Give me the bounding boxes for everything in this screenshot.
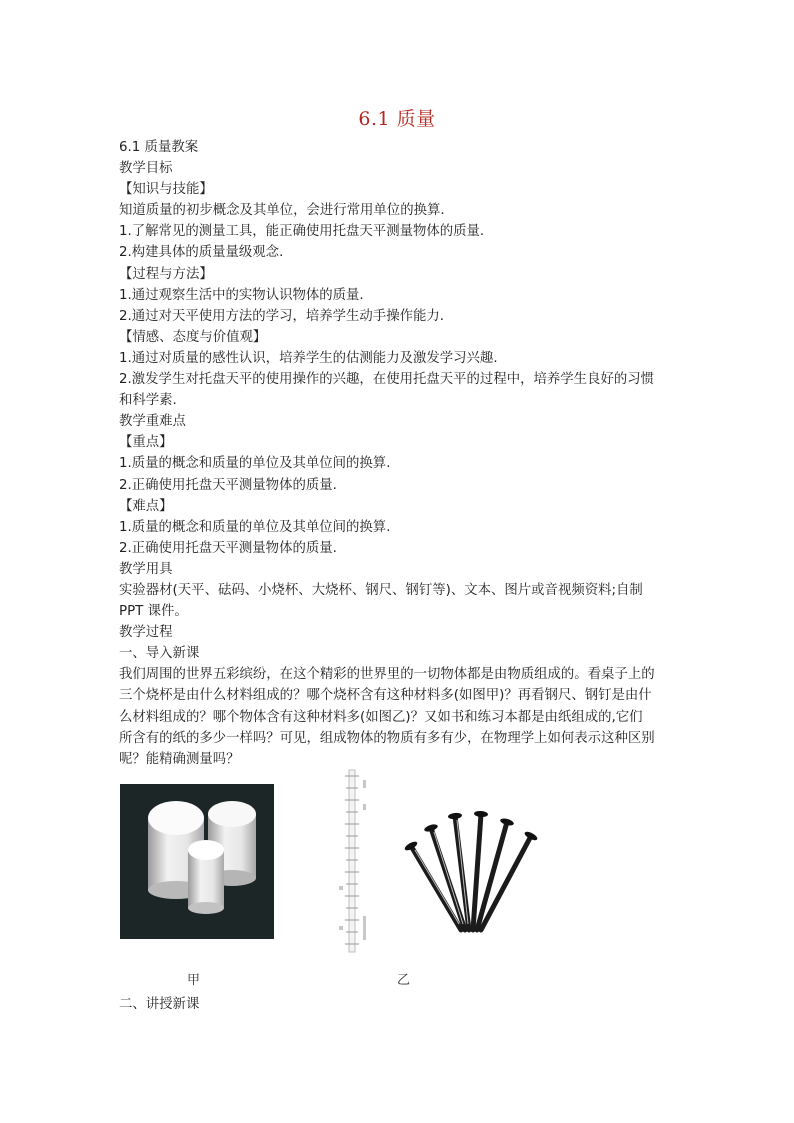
text-line: 所含有的纸的多少一样吗？可见，组成物体的物质有多有少，在物理学上如何表示这种区别 xyxy=(119,730,655,746)
page-title: 6.1 质量 xyxy=(358,108,436,130)
text-line: 和科学素. xyxy=(119,393,177,409)
text-line: 【重点】 xyxy=(119,435,173,451)
text-line: 我们周围的世界五彩缤纷，在这个精彩的世界里的一切物体都是由物质组成的。看桌子上的 xyxy=(119,667,655,683)
text-line: 1.通过对质量的感性认识，培养学生的估测能力及激发学习兴趣. xyxy=(119,350,498,366)
text-line: 6.1 质量教案 xyxy=(119,140,199,155)
text-line: 实验器材(天平、砝码、小烧杯、大烧杯、钢尺、钢钉等)、文本、图片或音视频资料;自制 xyxy=(119,582,643,598)
text-line: 1.通过观察生活中的实物认识物体的质量. xyxy=(119,287,364,303)
figure-caption-b: 乙 xyxy=(397,972,411,988)
text-line: 么材料组成的？哪个物体含有这种材料多(如图乙)？又如书和练习本都是由纸组成的,它们 xyxy=(119,709,643,725)
text-line: 知道质量的初步概念及其单位，会进行常用单位的换算. xyxy=(119,203,445,219)
text-line: 2.正确使用托盘天平测量物体的质量. xyxy=(119,540,337,556)
text-line: 【过程与方法】 xyxy=(119,266,213,282)
figure-caption-a: 甲 xyxy=(187,972,201,988)
text-line: 1.了解常见的测量工具，能正确使用托盘天平测量物体的质量. xyxy=(119,224,485,240)
steel-nails-image xyxy=(403,802,543,942)
text-line: 教学重难点 xyxy=(119,414,186,430)
text-line: 【情感、态度与价值观】 xyxy=(119,329,267,345)
text-line: PPT 课件。 xyxy=(119,604,188,620)
text-line: 2.通过对天平使用方法的学习，培养学生动手操作能力. xyxy=(119,308,445,324)
text-line: 一、导入新课 xyxy=(119,646,200,662)
document-body xyxy=(119,137,679,1015)
text-line: 教学用具 xyxy=(119,561,173,577)
text-line: 教学过程 xyxy=(119,625,173,641)
beakers-image xyxy=(120,784,274,939)
text-line: 2.构建具体的质量量级观念. xyxy=(119,245,284,261)
text-line: 【知识与技能】 xyxy=(119,182,213,198)
text-line: 三个烧杯是由什么材料组成的？哪个烧杯含有这种材料多(如图甲)？再看钢尺、钢钉是由什 xyxy=(119,688,652,704)
text-line: 2.激发学生对托盘天平的使用操作的兴趣，在使用托盘天平的过程中，培养学生良好的习惯 xyxy=(119,372,655,388)
section-heading: 二、讲授新课 xyxy=(119,996,200,1012)
text-line: 2.正确使用托盘天平测量物体的质量. xyxy=(119,477,337,493)
text-line: 教学目标 xyxy=(119,161,173,177)
text-line: 呢？能精确测量吗？ xyxy=(119,751,240,767)
figure-row xyxy=(119,784,679,994)
steel-ruler-image xyxy=(333,766,383,956)
text-line: 【难点】 xyxy=(119,498,173,514)
text-line: 1.质量的概念和质量的单位及其单位间的换算. xyxy=(119,456,391,472)
text-line: 1.质量的概念和质量的单位及其单位间的换算. xyxy=(119,519,391,535)
